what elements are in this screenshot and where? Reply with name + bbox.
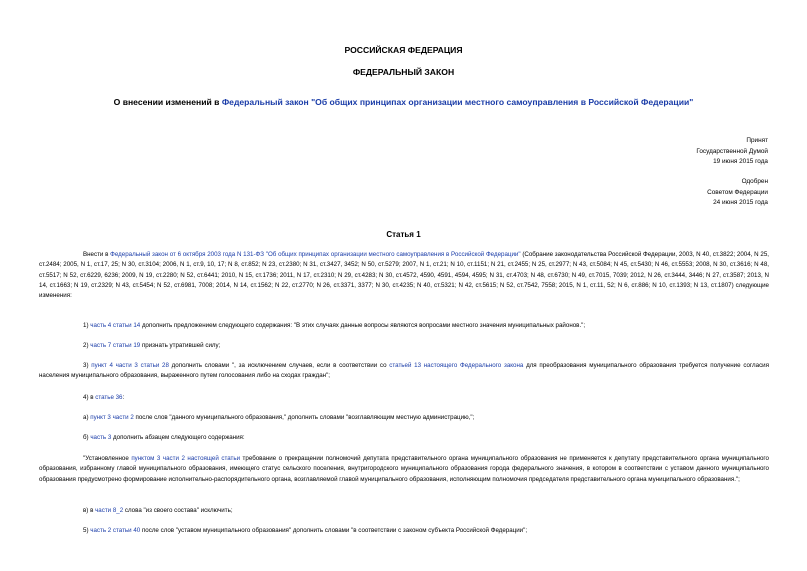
quoted-text-end: требование о прекращении полномочий депутата представительного органа муниципального образования не применяется к депутату представительного органа муниципального образования, избранному главой муниципального образования, имеющего статус сельского поселения, внутригородского муниципального образования города федерального значения, в котором в соответствии с уставом данного муниципального образования предусмотрено формирование исполнительно-распорядительного органа, возглавляемой главой муниципального образования, исполняющим полномочия председателя представительного органа муниципального образования."; [39,455,769,483]
adopted-label: Принят [746,137,768,144]
item-4a [83,413,769,423]
item-5 [83,526,769,536]
approved-by: Советом Федерации [707,188,768,196]
approved-label: Одобрен [741,178,768,185]
item-4b-text: дополнить абзацем следующего содержания: [111,434,245,441]
item-4-text: : [122,394,125,401]
item-2-link[interactable]: часть 7 статьи 19 [90,342,141,349]
item-4-link[interactable]: статье 36 [95,394,123,401]
approved-block [707,177,768,209]
item-1-number: 1) [83,322,91,329]
item-3-link[interactable]: пункт 4 части 3 статьи 28 [91,362,169,369]
quoted-paragraph [39,454,769,485]
intro-paragraph [39,250,769,301]
item-4b [83,433,769,443]
intro-law-link[interactable]: Федеральный закон от 6 октября 2003 года N 131-ФЗ "Об общих принципах организации местного самоуправления в Российской Федерации" [110,251,521,258]
quoted-text-start: "Установленное [83,455,132,462]
item-2 [83,341,769,351]
item-5-text: после слов "уставом муниципального образования" дополнить словами "в соответствии с законом субъекта Российской Федерации"; [140,527,528,534]
item-2-number: 2) [83,342,91,349]
item-1 [83,321,769,331]
item-4b-number: б) [83,434,91,441]
item-4a-text: после слов "данного муниципального образования," дополнить словами "возглавляющим местную администрацию,"; [133,414,475,421]
adopted-date: 19 июня 2015 года [713,158,768,166]
item-4a-link[interactable]: пункт 3 части 2 [90,414,134,421]
item-3 [39,361,769,382]
item-4b-link[interactable]: часть 3 [90,434,112,441]
adopted-by: Государственной Думой [696,147,768,155]
quoted-link[interactable]: пунктом 3 части 2 настоящей статьи [131,455,241,462]
item-4v-link[interactable]: части 8_2 [95,507,124,514]
law-title [0,97,807,107]
item-3-text-start: дополнить словами ", за исключением случаев, если в соответствии со [168,362,390,369]
law-title-prefix: О внесении изменений в [113,97,222,107]
item-1-text: дополнить предложением следующего содержания: "В этих случаях данные вопросы являются вопросами местного значения муниципальных районов."; [140,322,586,329]
approved-date: 24 июня 2015 года [713,199,768,207]
adopted-block [696,136,768,168]
item-5-link[interactable]: часть 2 статьи 40 [90,527,141,534]
item-4v-number: в) в [83,507,96,514]
country-heading: РОССИЙСКАЯ ФЕДЕРАЦИЯ [344,45,463,55]
law-title-link[interactable]: Федеральный закон "Об общих принципах организации местного самоуправления в Российской Федерации" [221,97,694,107]
law-type-heading: ФЕДЕРАЛЬНЫЙ ЗАКОН [352,67,455,77]
item-1-link[interactable]: часть 4 статьи 14 [90,322,141,329]
item-4a-number: а) [83,414,91,421]
item-4v [83,506,769,516]
item-5-number: 5) [83,527,91,534]
intro-text-start: Внести в [83,251,111,258]
article-heading: Статья 1 [386,230,421,239]
item-3-link-article-13[interactable]: статьей 13 настоящего Федерального закона [389,362,524,369]
item-4v-text: слова "из своего состава" исключить; [123,507,233,514]
item-3-text-end: для преобразования муниципального образования требуется получение согласия населения муниципального образования, выраженного путем голосования либо на сходах граждан"; [39,362,769,380]
item-3-number: 3) [83,362,92,369]
intro-text-end: (Собрание законодательства Российской Федерации, 2003, N 40, ст.3822; 2004, N 25, ст.2484; 2005, N 1, ст.17, 25; N 30, ст.3104; 2006, N 1, ст.9, 10, 17; N 8, ст.852; N 23, ст.2380; N 31, ст.3427, 3452; N 50, ст.5279; 2007, N 1, ст.21; N 10, ст.1151; N 21, ст.2455; N 25, ст.2977; N 43, ст.5084; N 45, ст.5430; N 46, ст.5553; 2008, N 30, ст.3616; N 48, ст.5517; N 52, ст.6229, 6236; 2009, N 19, ст.2280; N 52, ст.6441; 2010, N 15, ст.1736; 2011, N 17, ст.2310; N 29, ст.4283; N 30, ст.4572, 4590, 4591, 4594, 4595; N 31, ст.4703; N 48, ст.6730; N 49, ст.7015, 7039; 2012, N 26, ст.3444, 3446; N 27, ст.3587; 2013, N 14, ст.1663; N 19, ст.2329; N 43, ст.5454; N 52, ст.6981, 7008; 2014, N 14, ст.1562; N 22, ст.2770; N 26, ст.3371, 3377; N 30, ст.4235; N 40, ст.5321; N 42, ст.5615; N 52, ст.7542, 7558; 2015, N 1, ст.11, 52; N 6, ст.886; N 10, ст.1393; N 13, ст.1807) следующие изменения: [39,251,769,300]
item-4 [83,393,769,403]
item-4-number: 4) в [83,394,96,401]
item-2-text: признать утратившей силу; [140,342,221,349]
